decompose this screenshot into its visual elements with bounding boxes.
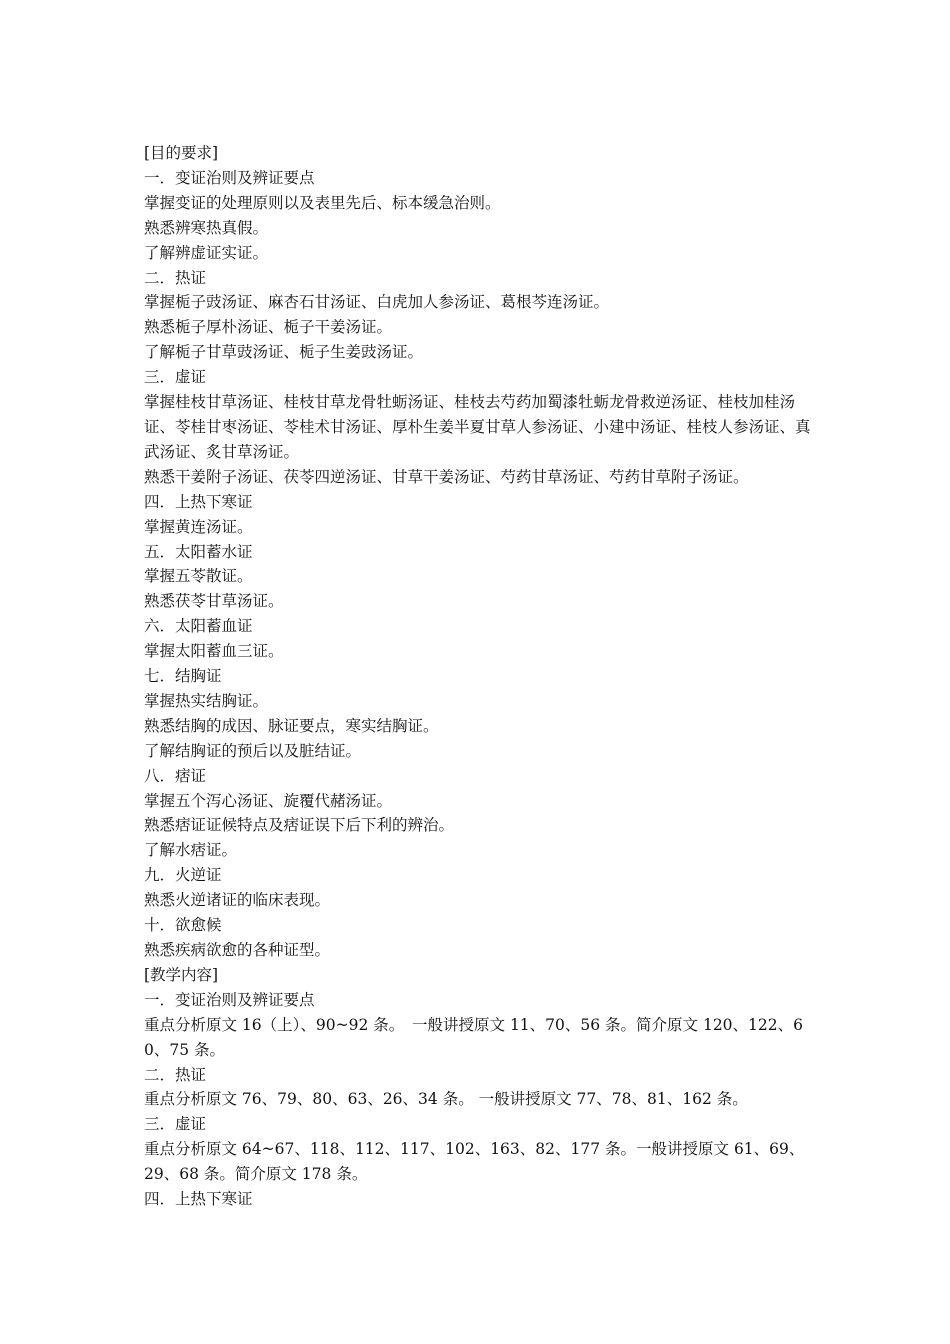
- heading-1: 一．变证治则及辨证要点: [144, 168, 315, 187]
- section-heading-content: [教学内容]: [144, 965, 219, 984]
- heading-4: 四．上热下寒证: [144, 1190, 253, 1209]
- heading-1: 一．变证治则及辨证要点: [144, 990, 315, 1009]
- text-paragraph: 掌握桂枝甘草汤证、桂枝甘草龙骨牡蛎汤证、桂枝去芍药加蜀漆牡蛎龙骨救逆汤证、桂枝加桂汤证、苓桂甘枣汤证、苓桂术甘汤证、厚朴生姜半夏甘草人参汤证、小建中汤证、桂枝人参汤证、真武汤证、炙甘草汤证。: [144, 393, 811, 461]
- heading-2: 二．热证: [144, 1065, 207, 1084]
- heading-7: 七．结胸证: [144, 667, 222, 686]
- text-line: 掌握栀子豉汤证、麻杏石甘汤证、白虎加人参汤证、葛根芩连汤证。: [144, 293, 610, 312]
- text-line: 掌握变证的处理原则以及表里先后、标本缓急治则。: [144, 193, 501, 212]
- text-line: 掌握热实结胸证。: [144, 691, 269, 710]
- document-body: [144, 141, 812, 1212]
- heading-2: 二．热证: [144, 268, 207, 287]
- text-line: 熟悉辨寒热真假。: [144, 218, 269, 237]
- text-line: 掌握黄连汤证。: [144, 517, 253, 536]
- text-paragraph: 重点分析原文 16（上）、90~92 条。 一般讲授原文 11、70、56 条。简介原文 120、122、60、75 条。: [144, 1015, 803, 1059]
- heading-3: 三．虚证: [144, 368, 207, 387]
- text-line: 了解辨虚证实证。: [144, 243, 269, 262]
- heading-4: 四．上热下寒证: [144, 492, 253, 511]
- text-line: 熟悉疾病欲愈的各种证型。: [144, 941, 331, 959]
- text-line: 熟悉结胸的成因、脉证要点，寒实结胸证。: [144, 716, 439, 735]
- heading-6: 六．太阳蓄血证: [144, 617, 253, 636]
- text-line: 掌握五个泻心汤证、旋覆代赭汤证。: [144, 791, 393, 810]
- text-line: 掌握五苓散证。: [144, 567, 253, 586]
- heading-9: 九．火逆证: [144, 866, 222, 885]
- heading-3: 三．虚证: [144, 1115, 207, 1134]
- heading-8: 八．痞证: [144, 766, 207, 785]
- text-line: 了解栀子甘草豉汤证、栀子生姜豉汤证。: [144, 343, 424, 362]
- text-line: 掌握太阳蓄血三证。: [144, 642, 284, 661]
- text-paragraph: 重点分析原文 64~67、118、112、117、102、163、82、177 条。一般讲授原文 61、69、29、68 条。简介原文 178 条。: [144, 1140, 805, 1184]
- text-line: 熟悉栀子厚朴汤证、栀子干姜汤证。: [144, 318, 393, 337]
- section-heading-objectives: [目的要求]: [144, 144, 219, 162]
- heading-10: 十．欲愈候: [144, 916, 222, 935]
- text-line: 了解水痞证。: [144, 841, 238, 860]
- text-line: 熟悉茯苓甘草汤证。: [144, 592, 284, 611]
- text-line: 熟悉火逆诸证的临床表现。: [144, 891, 331, 910]
- heading-5: 五．太阳蓄水证: [144, 542, 253, 561]
- text-line: 熟悉痞证证候特点及痞证误下后下利的辨治。: [144, 816, 455, 835]
- text-line: 重点分析原文 76、79、80、63、26、34 条。 一般讲授原文 77、78、81、162 条。: [144, 1090, 748, 1109]
- text-line: 了解结胸证的预后以及脏结证。: [144, 741, 362, 760]
- text-line: 熟悉干姜附子汤证、茯苓四逆汤证、甘草干姜汤证、芍药甘草汤证、芍药甘草附子汤证。: [144, 467, 749, 486]
